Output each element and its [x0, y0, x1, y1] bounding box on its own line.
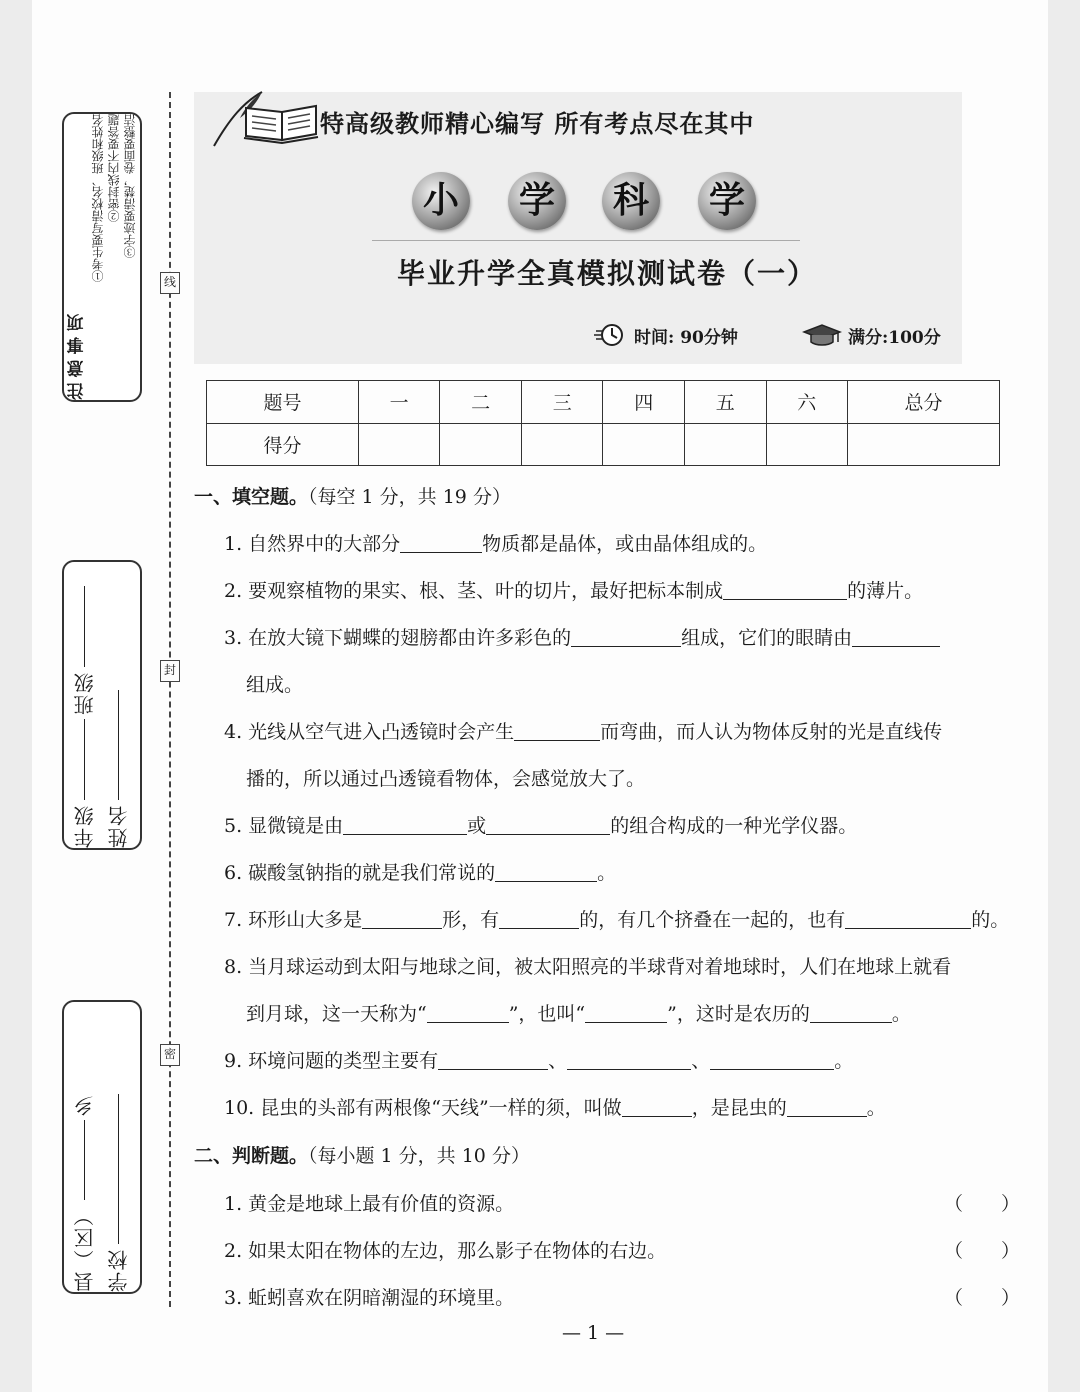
- title-divider: [372, 240, 800, 241]
- q8-text-e: 。: [891, 1003, 911, 1025]
- judge-item-2: 2. 如果太阳在物体的左边，那么影子在物体的右边。: [224, 1240, 667, 1262]
- section-1-note: （每空 1 分，共 19 分）: [308, 486, 511, 508]
- q6-text-b: 。: [597, 862, 617, 884]
- answer-blank[interactable]: [362, 909, 442, 929]
- exam-title: 毕业升学全真模拟测试卷（一）: [397, 257, 818, 290]
- question-8-cont: [246, 999, 911, 1026]
- answer-blank[interactable]: [585, 1003, 667, 1023]
- exam-page: [32, 0, 1048, 1392]
- student-info-box: [62, 560, 142, 850]
- answer-blank[interactable]: [787, 1097, 867, 1117]
- section-1-heading: [194, 482, 511, 509]
- answer-blank[interactable]: [845, 909, 971, 929]
- q6-text-a: 6. 碳酸氢钠指的就是我们常说的: [224, 862, 496, 884]
- question-4: [224, 717, 942, 744]
- section-1-title: 一、填空题。: [194, 486, 309, 508]
- q10-text-c: 。: [866, 1097, 886, 1119]
- q7-text-c: 的，有几个挤叠在一起的，也有: [579, 909, 846, 931]
- answer-blank[interactable]: [400, 533, 482, 553]
- judge-item-3: 3. 蚯蚓喜欢在阴暗潮湿的环境里。: [224, 1287, 515, 1309]
- q4-text-c: 播的，所以通过凸透镜看物体，会感觉放大了。: [246, 768, 646, 790]
- q4-text-a: 4. 光线从空气进入凸透镜时会产生: [224, 721, 515, 743]
- q2-text-b: 的薄片。: [847, 580, 924, 602]
- full-score-label: 满分:100分: [848, 327, 941, 348]
- subject-char-1: 小: [412, 172, 470, 230]
- seal-mark-seal: 封: [160, 660, 180, 682]
- county-blank[interactable]: [85, 1120, 86, 1200]
- q7-text-a: 7. 环形山大多是: [224, 909, 363, 931]
- question-6: [224, 858, 616, 885]
- county-label: 县（区）: [73, 1204, 97, 1292]
- q3-text-a: 3. 在放大镜下蝴蝶的翅膀都由许多彩色的: [224, 627, 572, 649]
- notice-item-1: ①考生要写清校名、班级和姓名: [91, 114, 105, 282]
- q2-text-a: 2. 要观察植物的果实、根、茎、叶的切片，最好把标本制成: [224, 580, 724, 602]
- q3-text-b: 组成，它们的眼睛由: [681, 627, 853, 649]
- section-2-heading: [194, 1141, 530, 1168]
- q1-text-a: 1. 自然界中的大部分: [224, 533, 401, 555]
- slogan: 特高级教师精心编写 所有考点尽在其中: [320, 110, 755, 138]
- q1-text-b: 物质都是晶体，或由晶体组成的。: [482, 533, 768, 555]
- town-label: 乡: [73, 1094, 97, 1116]
- question-1: [224, 529, 767, 556]
- score-header-cell: 题号: [207, 381, 359, 424]
- school-label: 学校: [107, 1248, 131, 1292]
- q8-text-a: 8. 当月球运动到太阳与地球之间，被太阳照亮的半球背对着地球时，人们在地球上就看: [224, 956, 952, 978]
- answer-blank[interactable]: [427, 1003, 509, 1023]
- score-header-cell: 总分: [848, 381, 1000, 424]
- q4-text-b: 而弯曲，而人认为物体反射的光是直线传: [600, 721, 943, 743]
- name-blank[interactable]: [119, 690, 120, 800]
- score-cell[interactable]: [766, 423, 848, 466]
- score-cell[interactable]: [440, 423, 522, 466]
- score-header-cell: 一: [358, 381, 440, 424]
- subject-char-3: 科: [602, 172, 660, 230]
- school-info-box: [62, 1000, 142, 1294]
- clock-icon: [592, 322, 628, 348]
- score-cell[interactable]: [848, 423, 1000, 466]
- q9-text-c: 、: [691, 1050, 711, 1072]
- score-header-cell: 四: [603, 381, 685, 424]
- score-cell[interactable]: [685, 423, 767, 466]
- judge-answer-1[interactable]: （ ）: [944, 1193, 1021, 1215]
- answer-blank[interactable]: [710, 1050, 834, 1070]
- name-field: [102, 562, 136, 848]
- score-row-label: 得分: [207, 423, 359, 466]
- subject-title: [412, 172, 782, 234]
- score-header-cell: 五: [685, 381, 767, 424]
- book-quill-icon: [210, 88, 322, 150]
- q10-text-b: ，是昆虫的: [691, 1097, 787, 1119]
- score-header-cell: 二: [440, 381, 522, 424]
- q8-text-c: ”，也叫“: [508, 1003, 586, 1025]
- notice-box: [62, 112, 142, 402]
- subject-char-4: 学: [698, 172, 756, 230]
- notice-item-3: ③字迹要清楚，卷面要整洁: [123, 114, 137, 258]
- answer-blank[interactable]: [499, 909, 579, 929]
- question-10: [224, 1093, 886, 1120]
- grade-label: 年级: [73, 804, 97, 848]
- answer-blank[interactable]: [486, 815, 610, 835]
- answer-blank[interactable]: [723, 580, 847, 600]
- answer-blank[interactable]: [810, 1003, 892, 1023]
- score-header-row: [207, 381, 1000, 424]
- judge-answer-3[interactable]: （ ）: [944, 1287, 1021, 1309]
- answer-blank[interactable]: [495, 862, 597, 882]
- question-9: [224, 1046, 853, 1073]
- q5-text-b: 或: [467, 815, 487, 837]
- time-info: [592, 322, 738, 348]
- graduation-cap-icon: [802, 322, 842, 348]
- question-4-cont: [246, 764, 645, 791]
- judge-answer-2[interactable]: （ ）: [944, 1240, 1021, 1262]
- subject-char-2: 学: [508, 172, 566, 230]
- county-field: [68, 1002, 102, 1292]
- score-value-row: [207, 423, 1000, 466]
- notice-title: 注意事项: [67, 308, 88, 400]
- question-7: [224, 905, 1009, 932]
- question-3: [224, 623, 940, 650]
- q5-text-c: 的组合构成的一种光学仪器。: [610, 815, 858, 837]
- class-label: 班级: [73, 671, 97, 715]
- answer-blank[interactable]: [343, 815, 467, 835]
- grade-blank[interactable]: [85, 719, 86, 800]
- q10-text-a: 10. 昆虫的头部有两根像“天线”一样的须，叫做: [224, 1097, 622, 1119]
- name-label: 姓名: [107, 804, 131, 848]
- grade-field: [68, 562, 102, 848]
- judge-item-1: 1. 黄金是地球上最有价值的资源。: [224, 1193, 515, 1215]
- notice-item-2: ②密封线内不要答题: [107, 114, 121, 222]
- q9-text-d: 。: [834, 1050, 854, 1072]
- score-cell[interactable]: [521, 423, 603, 466]
- score-header-cell: 六: [766, 381, 848, 424]
- q9-text-b: 、: [548, 1050, 568, 1072]
- q8-text-d: ”，这时是农历的: [667, 1003, 810, 1025]
- page-number: — 1 —: [562, 1322, 625, 1344]
- answer-blank[interactable]: [571, 627, 681, 647]
- q8-text-b: 到月球，这一天称为“: [246, 1003, 427, 1025]
- score-cell[interactable]: [358, 423, 440, 466]
- answer-blank[interactable]: [622, 1097, 692, 1117]
- section-2-note: （每小题 1 分，共 10 分）: [308, 1145, 530, 1167]
- question-3-cont: [246, 670, 303, 697]
- school-field: [102, 1002, 136, 1292]
- score-table: [206, 380, 1000, 466]
- question-2: [224, 576, 923, 603]
- answer-blank[interactable]: [438, 1050, 548, 1070]
- q3-text-c: 组成。: [246, 674, 304, 696]
- section-2-title: 二、判断题。: [194, 1145, 309, 1167]
- school-blank[interactable]: [119, 1094, 120, 1244]
- q9-text-a: 9. 环境问题的类型主要有: [224, 1050, 439, 1072]
- q7-text-b: 形，有: [442, 909, 500, 931]
- class-blank[interactable]: [85, 586, 86, 667]
- full-score-info: [802, 322, 941, 348]
- q7-text-d: 的。: [971, 909, 1010, 931]
- q5-text-a: 5. 显微镜是由: [224, 815, 344, 837]
- seal-mark-secret: 密: [160, 1044, 180, 1066]
- answer-blank[interactable]: [514, 721, 600, 741]
- question-5: [224, 811, 857, 838]
- answer-blank[interactable]: [852, 627, 940, 647]
- score-cell[interactable]: [603, 423, 685, 466]
- score-header-cell: 三: [521, 381, 603, 424]
- time-label: 时间: 90分钟: [634, 327, 738, 348]
- answer-blank[interactable]: [567, 1050, 691, 1070]
- seal-mark-line: 线: [160, 272, 180, 294]
- question-8: [224, 952, 951, 979]
